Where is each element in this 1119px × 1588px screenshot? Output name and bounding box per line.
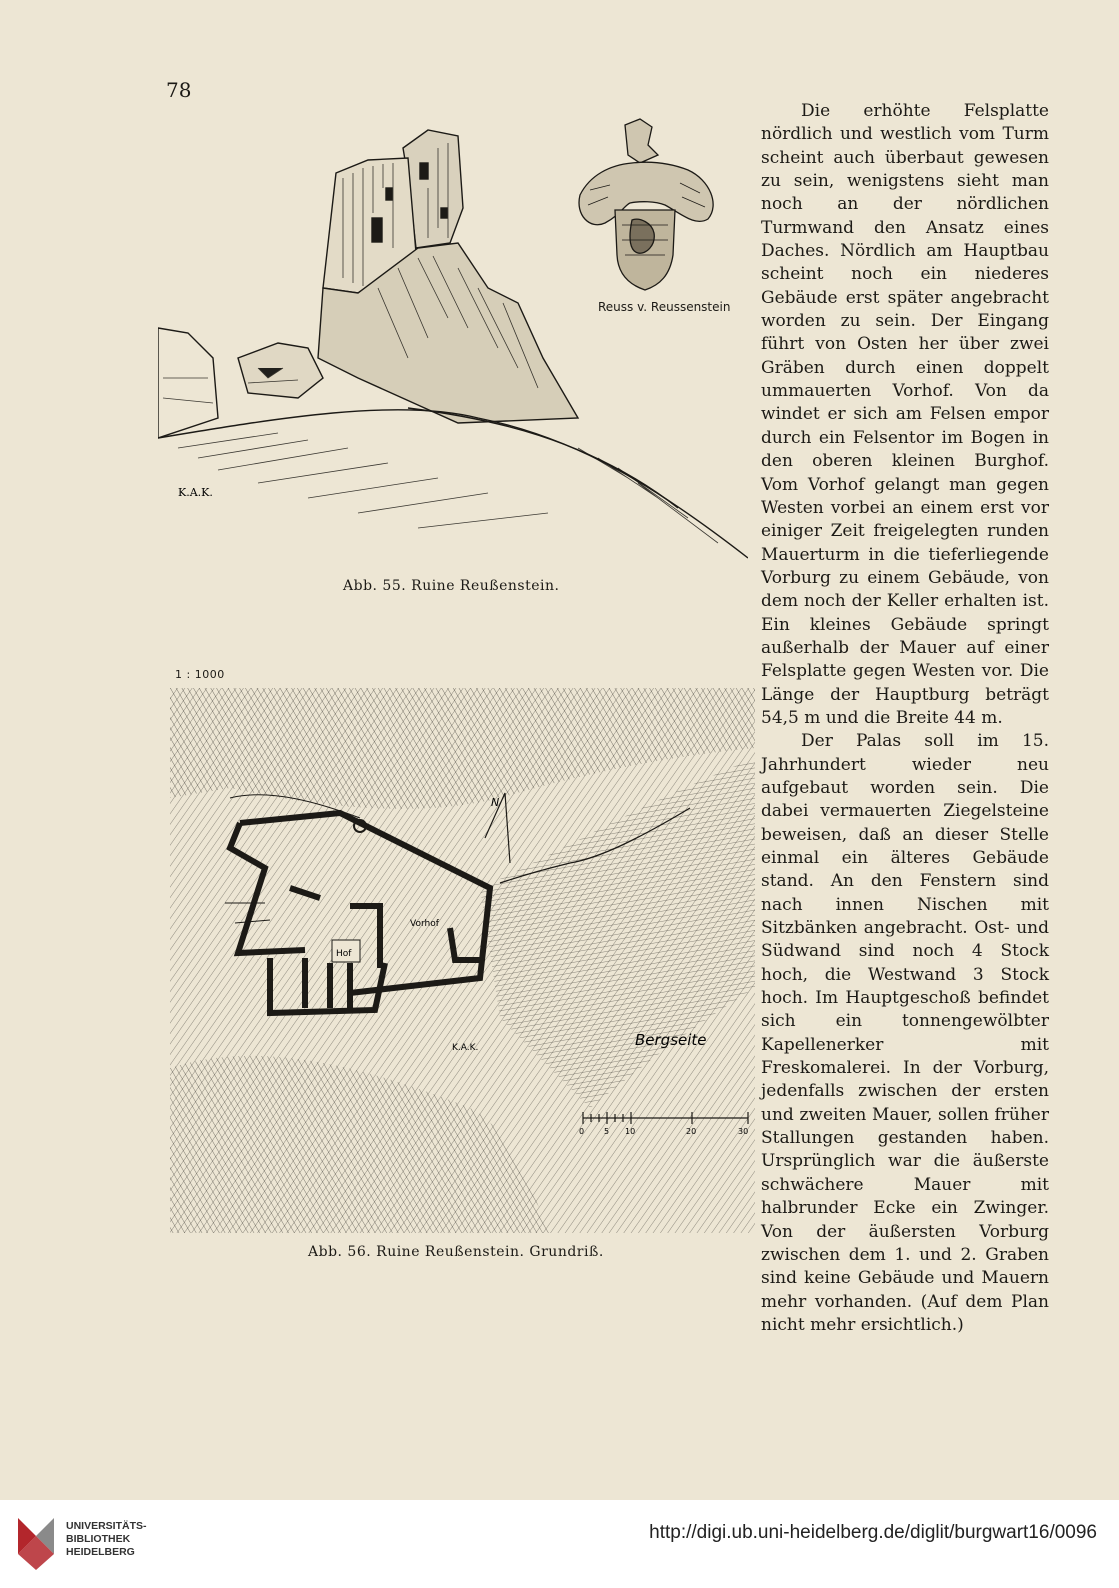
plan-scale-ratio: 1 : 1000	[175, 668, 225, 681]
scale-tick-30: 30	[738, 1127, 749, 1136]
sketch-signature: K.A.K.	[178, 486, 213, 499]
scale-tick-20: 20	[686, 1127, 697, 1136]
paragraph-1: Die erhöhte Felsplatte nördlich und westlich vom Turm scheint auch überbaut gewesen zu sein, wenigstens sieht man noch an der nördlichen Turmwand den Ansatz eines Daches. Nördlich am Hauptbau scheint noch ein niederes Gebäude erst später angebracht worden zu sein. Der Eingang führt von Osten her über zwei Gräben durch einen doppelt ummauerten Vorhof. Von da windet er sich am Felsen empor durch ein Felsentor im Bogen in den oberen kleinen Burghof. Vom Vorhof gelangt man gegen Westen vorbei an einem erst vor einiger Zeit freigelegten runden Mauerturm in die tieferliegende Vorburg zu einem Gebäude, von dem noch der Keller erhalten ist. Ein kleines Gebäude springt außerhalb der Mauer auf einer Felsplatte gegen Westen vor. Die Länge der Hauptburg beträgt 54,5 m und die Breite 44 m.	[761, 101, 1049, 728]
permalink-url[interactable]: http://digi.ub.uni-heidelberg.de/diglit/burgwart16/0096	[649, 1522, 1097, 1543]
plan-label-hof: Hof	[336, 949, 352, 959]
crest-label: Reuss v. Reussenstein	[598, 300, 731, 314]
university-logo-icon	[14, 1514, 58, 1572]
coat-of-arms	[570, 115, 731, 325]
plan-label-bergseite: Bergseite	[635, 1031, 707, 1049]
body-text	[761, 100, 1049, 1337]
scale-tick-0: 0	[579, 1127, 585, 1136]
plan-signature: K.A.K.	[452, 1043, 479, 1053]
figure-56-caption: Abb. 56. Ruine Reußenstein. Grundriß.	[308, 1244, 604, 1260]
scale-tick-5: 5	[604, 1127, 610, 1136]
scale-tick-10: 10	[625, 1127, 636, 1136]
institution-line-2: BIBLIOTHEK	[66, 1533, 131, 1545]
institution-line-3: HEIDELBERG	[66, 1546, 135, 1558]
library-footer	[0, 1500, 1119, 1588]
castle-ground-plan	[170, 688, 755, 1233]
institution-name	[66, 1520, 147, 1559]
plan-label-vorhof: Vorhof	[410, 919, 439, 929]
institution-line-1: UNIVERSITÄTS-	[66, 1520, 147, 1532]
paragraph-2: Der Palas soll im 15. Jahrhundert wieder neu aufgebaut worden sein. Die dabei vermauerten Ziegelsteine beweisen, daß an dieser Stelle einmal ein älteres Gebäude stand. An den Fenstern sind nach innen Nischen mit Sitzbänken angebracht. Ost- und Südwand sind noch 4 Stock hoch, die Westwand 3 Stock hoch. Im Hauptgeschoß befindet sich ein tonnengewölbter Kapellenerker mit Freskomalerei. In der Vorburg, jedenfalls zwischen der ersten und zweiten Mauer, sollen früher Stallungen gestanden haben. Ursprünglich war die äußerste schwächere Mauer mit halbrunder Ecke ein Zwinger. Von der äußersten Vorburg zwischen dem 1. und 2. Graben sind keine Gebäude und Mauern mehr vorhanden. (Auf dem Plan nicht mehr ersichtlich.)	[761, 731, 1049, 1335]
plan-north-marker: N	[491, 796, 500, 809]
figure-55-caption: Abb. 55. Ruine Reußenstein.	[343, 578, 560, 594]
page-number: 78	[166, 78, 192, 102]
